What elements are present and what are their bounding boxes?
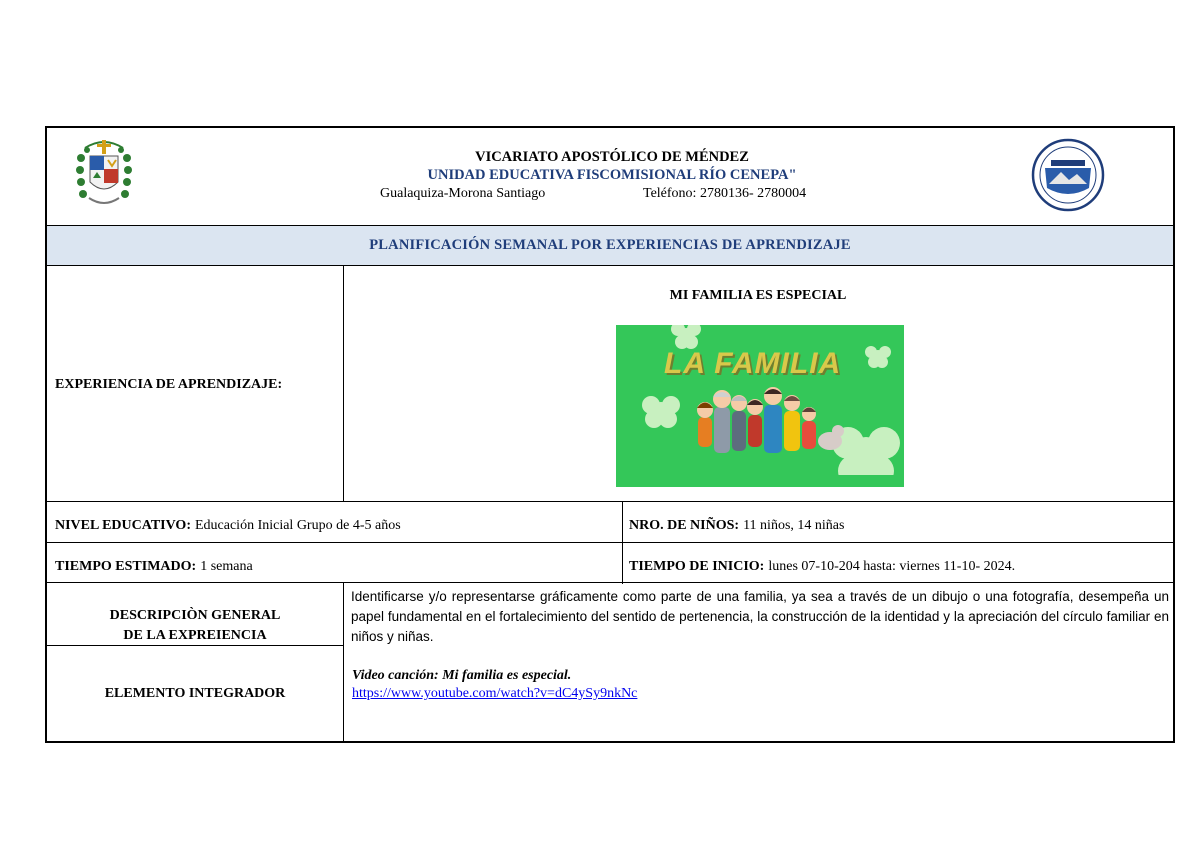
descripcion-label: [47, 606, 343, 646]
school-emblem-logo: [1031, 138, 1105, 212]
video-title: Video canción: Mi familia es especial.: [352, 668, 572, 683]
vicariate-title: VICARIATO APOSTÓLICO DE MÉNDEZ: [475, 149, 749, 165]
school-name: UNIDAD EDUCATIVA FISCOMISIONAL RÍO CENEPA": [427, 167, 797, 183]
school-location: Gualaquiza-Morona Santiago: [380, 186, 546, 201]
nivel-educativo: [55, 516, 401, 534]
experience-label: EXPERIENCIA DE APRENDIZAJE:: [55, 377, 283, 392]
ninos-value: 11 niños, 14 niñas: [743, 518, 845, 533]
elemento-label: ELEMENTO INTEGRADOR: [104, 686, 286, 701]
tiempo-inicio: [629, 557, 1015, 575]
descripcion-text: Identificarse y/o representarse gráficamente como parte de una familia, ya sea a través de un dibujo o una fotografía, desempeña un papel fundamental en el fortalecimiento del sentido de pertenencia, la construcción de la identidad y la apreciación del círculo familiar en niños y niñas.: [351, 589, 1169, 644]
planning-document: [45, 126, 1175, 743]
vicariate-coat-of-arms-logo: [75, 138, 133, 212]
nivel-label: NIVEL EDUCATIVO:: [55, 518, 191, 533]
ninos-label: NRO. DE NIÑOS:: [629, 518, 740, 533]
tiempo-label: TIEMPO ESTIMADO:: [55, 559, 197, 574]
family-illustration: [616, 325, 904, 487]
school-phone: Teléfono: 2780136- 2780004: [643, 186, 807, 201]
illustration-title: LA FAMILIA: [664, 347, 842, 380]
tiempo-estimado: [55, 557, 253, 575]
nivel-value: Educación Inicial Grupo de 4-5 años: [194, 518, 401, 533]
experience-title: MI FAMILIA ES ESPECIAL: [669, 288, 847, 303]
video-link[interactable]: https://www.youtube.com/watch?v=dC4ySy9nkNc: [352, 686, 638, 701]
banner-title: PLANIFICACIÓN SEMANAL POR EXPERIENCIAS DE APRENDIZAJE: [369, 237, 851, 253]
inicio-label: TIEMPO DE INICIO:: [629, 559, 765, 574]
planning-banner: [47, 225, 1173, 265]
descripcion-label-line1: DESCRIPCIÒN GENERAL: [109, 608, 281, 623]
numero-ninos: [629, 516, 844, 534]
tiempo-value: 1 semana: [200, 559, 253, 574]
descripcion-label-line2: DE LA EXPREIENCIA: [123, 628, 267, 643]
inicio-value: lunes 07-10-204 hasta: viernes 11-10- 2024.: [768, 559, 1016, 574]
